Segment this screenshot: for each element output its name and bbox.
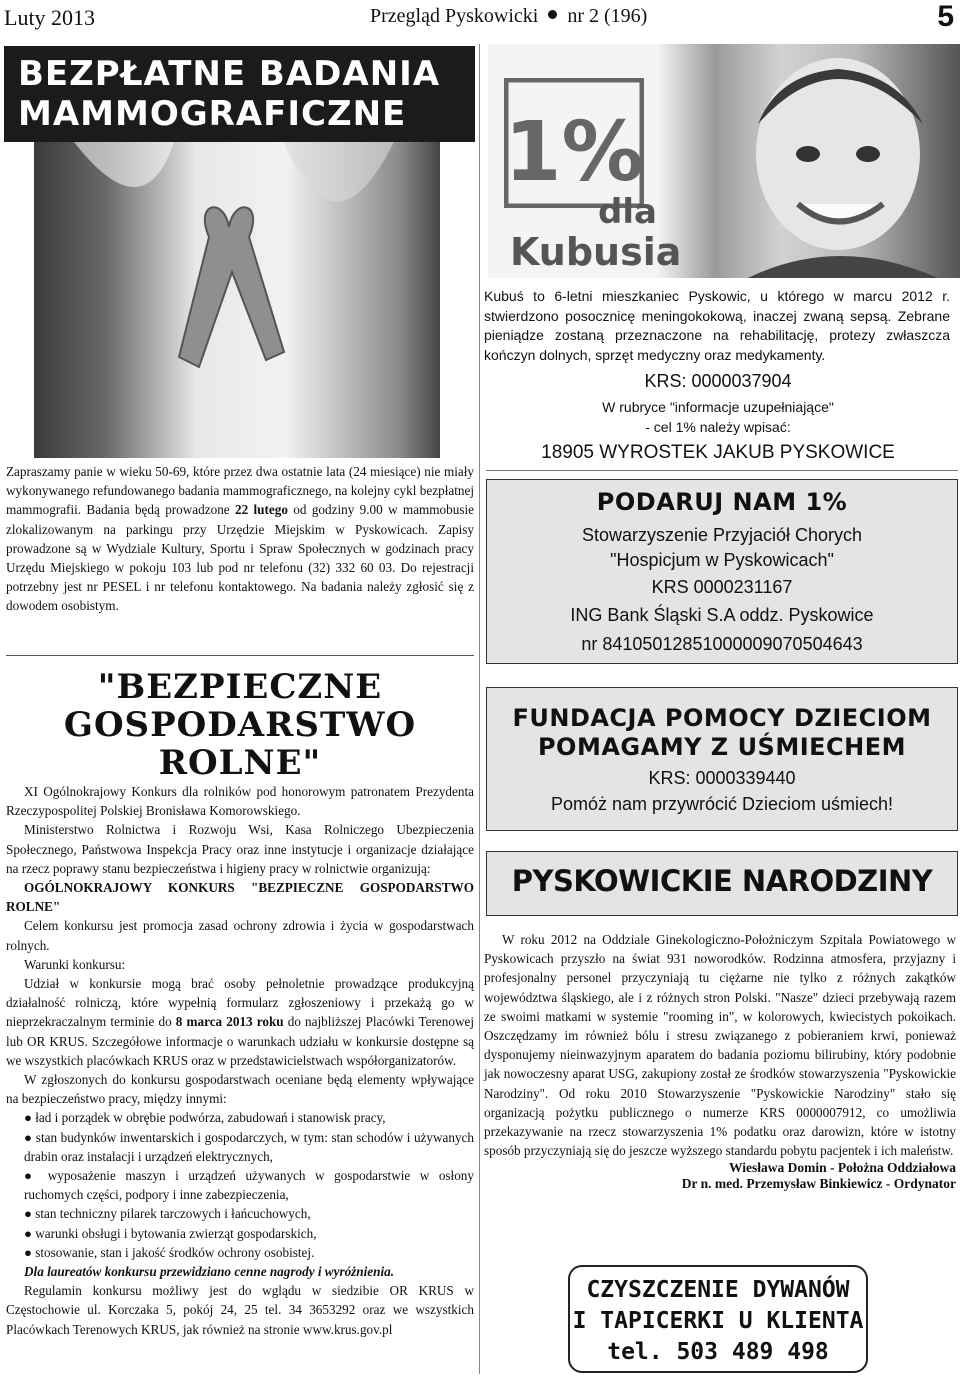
child-portrait xyxy=(738,44,960,278)
list-item: ● stosowanie, stan i jakość środków ochrony osobistej. xyxy=(24,1244,315,1260)
deadline: 8 marca 2013 roku xyxy=(175,1014,284,1030)
issue-number: nr 2 (196) xyxy=(567,5,648,27)
svg-text:1%: 1% xyxy=(504,105,644,200)
hospice-box: PODARUJ NAM 1% Stowarzyszenie Przyjaciół Chorych "Hospicjum w Pyskowicach" KRS 0000231167 ING Bank Śląski S.A oddz. Pyskowice nr 84105012851000009070504643 xyxy=(486,479,958,664)
list-item: ● stan budynków inwentarskich i gospodarczych, w tym: stan schodów i używanych drabin oraz instalacji i urządzeń elektrycznych, xyxy=(24,1129,474,1164)
births-title: PYSKOWICKIE NARODZINY xyxy=(511,864,933,898)
bullet-dot-icon xyxy=(548,10,557,19)
ad-phone: tel. 503 489 498 xyxy=(607,1339,829,1365)
contest-name: OGÓLNOKRAJOWY KONKURS "BEZPIECZNE GOSPODARSTWO ROLNE" xyxy=(6,880,474,915)
kubus-instructions: W rubryce "informacje uzupełniające" - cel 1% należy wpisać: xyxy=(602,399,834,435)
hospice-krs: KRS 0000231167 xyxy=(651,577,793,597)
page-header xyxy=(0,0,960,34)
section-divider xyxy=(486,470,958,471)
carpet-cleaning-ad: CZYSZCZENIE DYWANÓW I TAPICERKI U KLIENTA tel. 503 489 498 xyxy=(568,1265,868,1373)
hospice-bank: ING Bank Śląski S.A oddz. Pyskowice xyxy=(570,605,874,625)
list-item: ● warunki obsługi i bytowania zwierząt gospodarskich, xyxy=(24,1225,317,1241)
farm-contest-title: "BEZPIECZNE GOSPODARSTWO ROLNE" xyxy=(63,667,417,783)
list-item: ● ład i porządek w obrębie podwórza, zabudowań i stanowisk pracy, xyxy=(24,1110,386,1126)
one-percent-logo-icon xyxy=(504,78,644,208)
mammography-text: Zapraszamy panie w wieku 50-69, które przez dwa ostatnie lata (24 miesiące) nie miały wykonywanego refundowanego badania mammograficznego, na kolejny cykl bezpłatnej mammografii. Badania będą prowadzone 22 lutego od godziny 9.00 w mammobusie zlokalizowanym na parkingu przy Urzędzie Miejskim w Pyskowicach. Zapisy prowadzone są w Wydziale Kultury, Sportu i Spraw Społecznych w godzinach pracy Urzędu Miejskiego w pokoju 103 lub pod nr telefonu (32) 332 60 03. Do rejestracji potrzebny jest nr PESEL i nr telefonu kontaktowego. Na badania należy zgłosić się z dowodem osobistym. xyxy=(6,464,474,614)
births-text: W roku 2012 na Oddziale Ginekologiczno-Położniczym Szpitala Powiatowego w Pyskowicach przyszło na świat 931 noworodków. Rodzinna atmosfera, przyjazny i profesjonalny personel przyczyniają tu ciężarne nie tylko z różnych zakątków województwa śląskiego, ale i z różnych stron Polski. "Nasze" dzieci przebywają razem ze swoimi matkami w systemie "rooming in", w kolorowych, kwiecistych pokoikach. Oszczędzamy im również bólu i stresu związanego z pobieraniem krwi, ponieważ dysponujemy nieinwazyjnym aparatem do badania poziomu bilirubiny, który podobnie jak nowoczesny aparat USG, zakupiony został ze środków stowarzyszenia "Pyskowickie Narodziny". Od roku 2010 Stowarzyszenie "Pyskowickie Narodziny" stało się organizacją pożytku publicznego o numerze KRS 0000007912, co umożliwia przekazywanie na rzecz stowarzyszenia 1% podatku oraz darowizn, które w istotny sposób przyczyniają się do jeszcze wyższego standardu pobytu pacjentek i ich maleństw. Wiesława Domin - Położna Oddziałowa Dr n. med. Przemysław Binkiewicz - Ordynator xyxy=(484,932,956,1192)
section-divider xyxy=(6,655,474,656)
births-header-box xyxy=(486,851,958,916)
signature-midwife: Wiesława Domin - Położna Oddziałowa xyxy=(728,1160,956,1176)
ribbon-illustration xyxy=(34,142,440,458)
kubus-text: Kubuś to 6-letni mieszkaniec Pyskowic, u którego w marcu 2012 r. stwierdzono posocznicę meningokokową, inaczej zwaną sepsą. Zebrane pieniądze zostaną przeznaczone na rehabilitację, protezy zwłaszcza kończyn dolnych, sprzęt medyczny oraz medykamenty. xyxy=(484,288,950,363)
logo-dla: dla xyxy=(598,192,657,232)
foundation-box: FUNDACJA POMOCY DZIECIOM POMAGAMY Z UŚMIECHEM KRS: 0000339440 Pomóż nam przywrócić Dzieciom uśmiech! xyxy=(486,687,958,831)
farm-contest-text: XI Ogólnokrajowy Konkurs dla rolników pod honorowym patronatem Prezydenta Rzeczypospolitej Polskiej Bronisława Komorowskiego. Ministerstwo Rolnictwa i Rozwoju Wsi, Kasa Rolniczego Ubezpieczenia Społecznego, Państwowa Inspekcja Pracy oraz inne instytucje i organizacje działające na rzecz poprawy stanu bezpieczeństwa i higieny pracy w rolnictwie organizują: OGÓLNOKRAJOWY KONKURS "BEZPIECZNE GOSPODARSTWO ROLNE" Celem konkursu jest promocja zasad ochrony zdrowia i życia w gospodarstwach rolnych. Warunki konkursu: Udział w konkursie mogą brać osoby pełnoletnie prowadzące produkcyjną działalność rolniczą, które wypełnią formularz zgłoszeniowy i przekażą go w nieprzekraczalnym terminie do 8 marca 2013 roku do najbliższej Placówki Terenowej lub OR KRUS. Szczegółowe informacje o warunkach udziału w konkursie dostępne są we wszystkich placówkach KRUS oraz w przedstawicielstwach współorganizatorów. W zgłoszonych do konkursu gospodarstwach oceniane będą elementy wpływające na bezpieczeństwo pracy, między innymi: ● ład i porządek w obrębie podwórza, zabudowań i stanowisk pracy, ● stan budynków inwentarskich i gospodarczych, w tym: stan schodów i używanych drabin oraz instalacji i urządzeń elektrycznych, ● wyposażenie maszyn i urządzeń używanych w gospodarstwie w osłony ruchomych części, podpory i inne zabezpieczenia, ● stan techniczny pilarek tarczowych i łańcuchowych, ● warunki obsługi i bytowania zwierząt gospodarskich, ● stosowanie, stan i jakość środków ochrony osobistej. Dla laureatów konkursu przewidziano cenne nagrody i wyróżnienia. Regulamin konkursu możliwy jest do wglądu w siedzibie OR KRUS w Częstochowie ul. Korczaka 5, pokój 24, 25 tel. 34 3653292 oraz we wszystkich Placówkach Terenowych KRUS, jak również na stronie www.krus.gov.pl xyxy=(6,784,474,1337)
list-item: ● stan techniczny pilarek tarczowych i łańcuchowych, xyxy=(24,1206,311,1222)
paper-title xyxy=(370,5,647,28)
kubus-photo xyxy=(488,44,960,278)
hospice-account: nr 84105012851000009070504643 xyxy=(581,634,863,654)
foundation-slogan: Pomóż nam przywrócić Dzieciom uśmiech! xyxy=(550,794,894,814)
signature-head-doctor: Dr n. med. Przemysław Binkiewicz - Ordynator xyxy=(681,1176,956,1192)
mammography-title: BEZPŁATNE BADANIA MAMMOGRAFICZNE xyxy=(18,54,441,134)
kubus-krs: KRS: 0000037904 xyxy=(644,371,792,391)
kubus-target-name: 18905 WYROSTEK JAKUB PYSKOWICE xyxy=(541,442,895,463)
list-item: ● wyposażenie maszyn i urządzeń używanych w gospodarstwie w osłony ruchomych części, podpory i inne zabezpieczenia, xyxy=(24,1168,474,1203)
mammography-date: 22 lutego xyxy=(234,502,288,518)
paper-name: Przegląd Pyskowicki xyxy=(370,5,539,27)
logo-kubusia: Kubusia xyxy=(510,230,682,274)
column-divider xyxy=(479,44,480,1374)
page-number: 5 xyxy=(937,0,954,33)
mammography-banner xyxy=(4,46,475,142)
prizes-note: Dla laureatów konkursu przewidziano cenne nagrody i wyróżnienia. xyxy=(24,1264,395,1280)
pink-ribbon-photo xyxy=(34,142,440,458)
hospice-title: PODARUJ NAM 1% xyxy=(596,488,848,516)
foundation-krs: KRS: 0000339440 xyxy=(648,768,796,788)
issue-date: Luty 2013 xyxy=(4,5,96,30)
